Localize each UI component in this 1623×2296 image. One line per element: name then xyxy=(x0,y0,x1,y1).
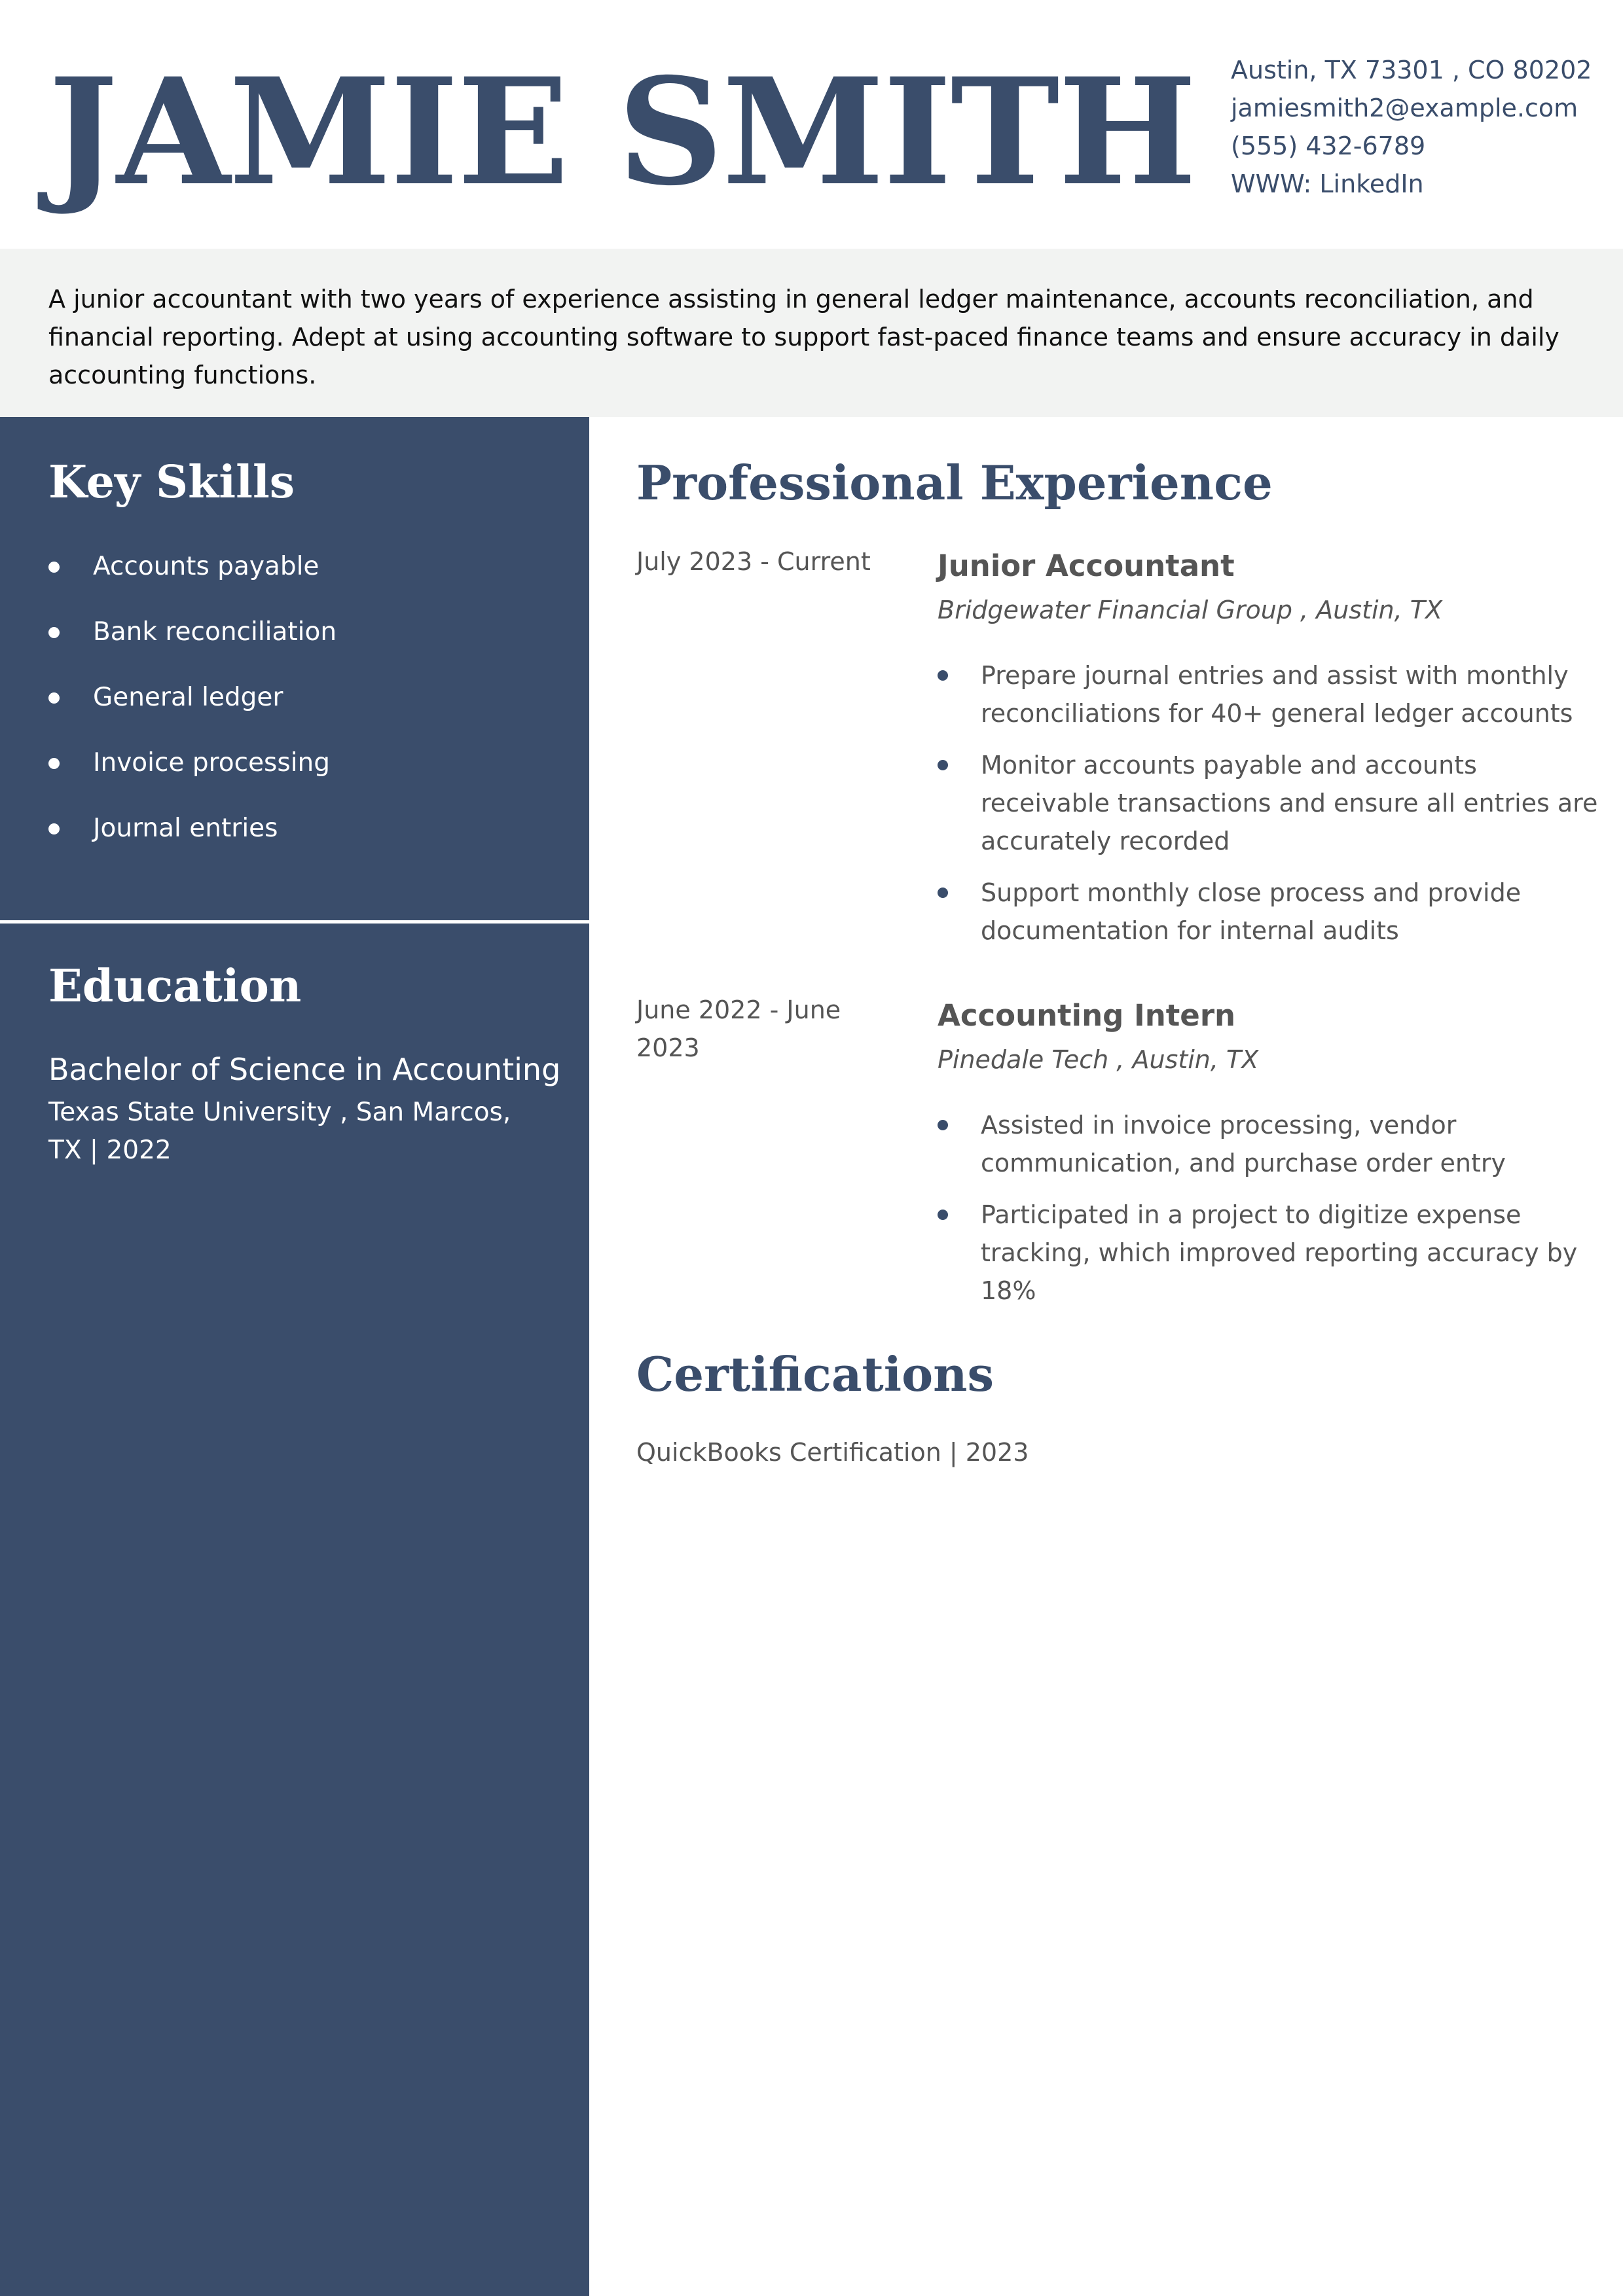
skill-label: Accounts payable xyxy=(93,552,319,581)
bullet-text: Support monthly close process and provide documentation for internal audits xyxy=(981,878,1522,945)
bullet-dot-icon xyxy=(48,692,60,704)
education-heading: Education xyxy=(48,960,302,1013)
bullet-dot-icon xyxy=(48,562,60,573)
job-dates: June 2022 - June 2023 xyxy=(636,996,841,1062)
certification-item: QuickBooks Certification | 2023 xyxy=(636,1438,1029,1467)
contact-address: Austin, TX 73301 , CO 80202 xyxy=(1231,56,1592,84)
sidebar-divider xyxy=(0,920,589,924)
bullet-dot-icon xyxy=(938,760,948,770)
education-degree: Bachelor of Science in Accounting xyxy=(48,1052,561,1087)
contact-email[interactable]: jamiesmith2@example.com xyxy=(1231,94,1578,122)
job-company: Bridgewater Financial Group , Austin, TX xyxy=(938,596,1443,624)
job-bullet xyxy=(938,1196,1599,1310)
skills-heading: Key Skills xyxy=(48,456,295,509)
experience-heading: Professional Experience xyxy=(636,455,1273,511)
bullet-dot-icon xyxy=(938,1210,948,1220)
skill-item xyxy=(48,548,337,613)
job-bullet xyxy=(938,746,1599,860)
bullet-text: Prepare journal entries and assist with monthly reconciliations for 40+ general ledger accounts xyxy=(981,661,1573,728)
skill-item xyxy=(48,679,337,744)
skills-list xyxy=(48,548,337,875)
job-bullet xyxy=(938,656,1599,732)
bullet-dot-icon xyxy=(938,1120,948,1130)
contact-phone[interactable]: (555) 432-6789 xyxy=(1231,132,1426,160)
job-bullets xyxy=(938,1106,1599,1323)
skill-label: Invoice processing xyxy=(93,748,331,778)
bullet-text: Participated in a project to digitize expense tracking, which improved reporting accuracy by 18% xyxy=(981,1200,1578,1305)
job-dates: July 2023 - Current xyxy=(636,547,871,576)
contact-website[interactable]: WWW: LinkedIn xyxy=(1231,170,1424,198)
job-title: Junior Accountant xyxy=(938,548,1235,583)
skill-item xyxy=(48,810,337,875)
skill-label: General ledger xyxy=(93,683,283,712)
candidate-name: JAMIE SMITH xyxy=(48,46,1196,218)
bullet-dot-icon xyxy=(938,670,948,681)
bullet-dot-icon xyxy=(48,758,60,769)
job-bullets xyxy=(938,656,1599,963)
bullet-dot-icon xyxy=(48,823,60,834)
job-title: Accounting Intern xyxy=(938,998,1236,1033)
bullet-dot-icon xyxy=(938,888,948,898)
job-bullet xyxy=(938,874,1599,950)
skill-label: Journal entries xyxy=(93,814,278,843)
contact-block xyxy=(1231,51,1597,203)
skill-item xyxy=(48,613,337,679)
job-bullet xyxy=(938,1106,1599,1182)
skill-label: Bank reconciliation xyxy=(93,617,337,647)
summary-band xyxy=(0,249,1623,417)
sidebar xyxy=(0,417,589,2296)
bullet-dot-icon xyxy=(48,627,60,638)
resume-header xyxy=(0,0,1623,249)
skill-item xyxy=(48,744,337,810)
education-school: Texas State University , San Marcos, TX | 2022 xyxy=(48,1098,511,1165)
bullet-text: Monitor accounts payable and accounts receivable transactions and ensure all entries are accurately recorded xyxy=(981,751,1598,855)
summary-text: A junior accountant with two years of experience assisting in general ledger maintenance, accounts reconciliation, and financial reporting. Adept at using accounting software to support fast-paced finance teams and ensure accuracy in daily accounting functions. xyxy=(48,285,1559,389)
job-company: Pinedale Tech , Austin, TX xyxy=(938,1045,1259,1074)
bullet-text: Assisted in invoice processing, vendor communication, and purchase order entry xyxy=(981,1111,1506,1177)
certifications-heading: Certifications xyxy=(636,1346,994,1402)
